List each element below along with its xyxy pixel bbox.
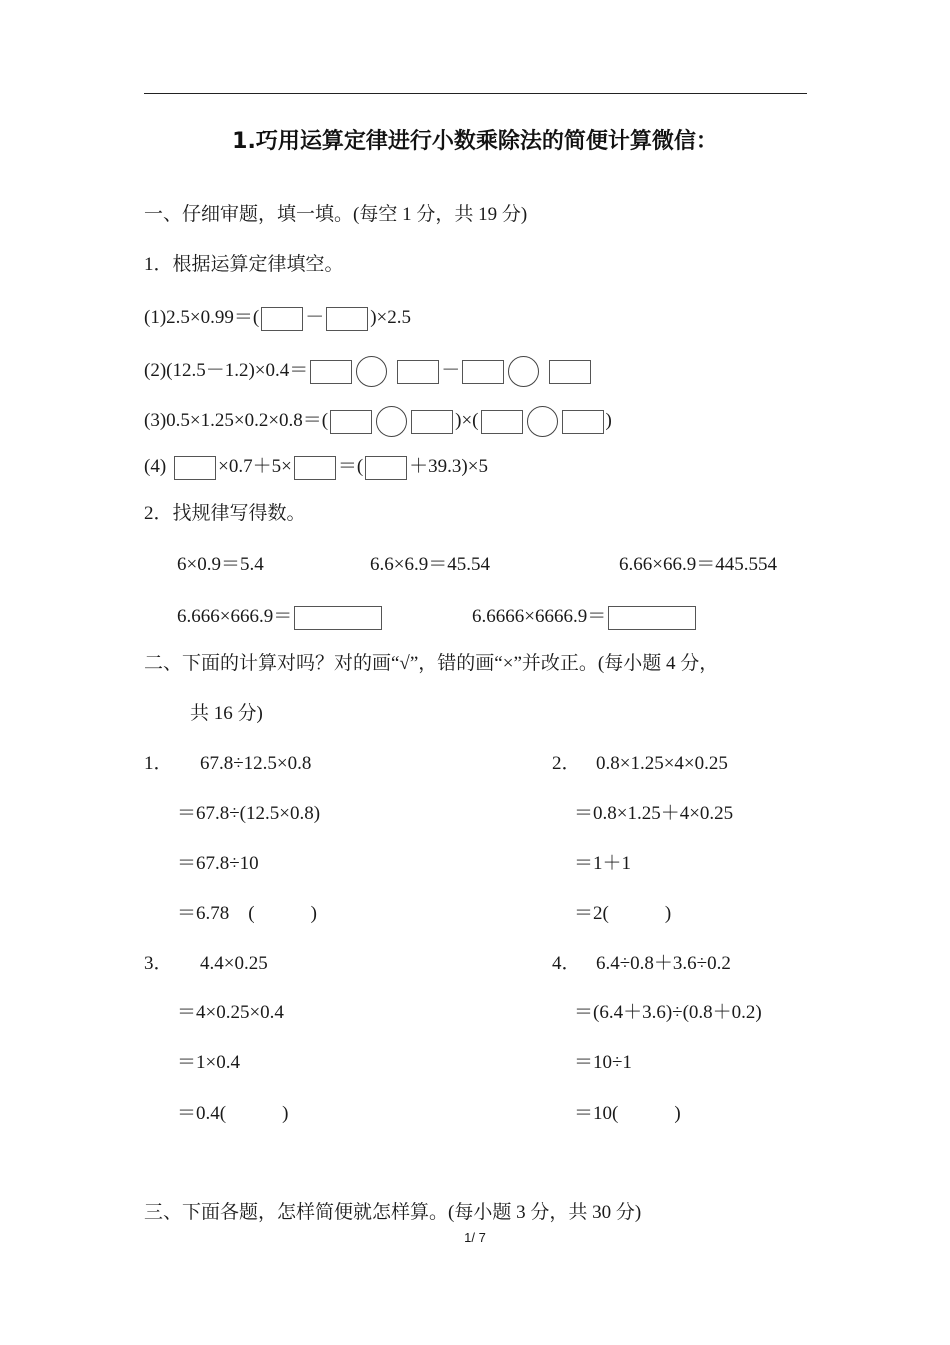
- problem-3-step: ＝0.4( ): [177, 1103, 289, 1124]
- problem-4-number: 4．: [552, 953, 581, 974]
- pattern-eq-3: 6.66×66.9＝445.554: [619, 554, 777, 575]
- operator-circle[interactable]: [508, 356, 539, 387]
- q1-part4: (4) ×0.7＋5× ＝( ＋39.3)×5: [144, 453, 488, 481]
- answer-box[interactable]: [608, 606, 696, 630]
- q1-label: 1．根据运算定律填空。: [144, 254, 344, 275]
- operator-circle[interactable]: [527, 406, 558, 437]
- problem-1-step: ＝67.8÷(12.5×0.8): [177, 803, 321, 824]
- answer-box[interactable]: [326, 307, 368, 331]
- answer-box[interactable]: [294, 456, 336, 480]
- problem-1-expr: 67.8÷12.5×0.8: [200, 753, 312, 774]
- problem-1-step: ＝67.8÷10: [177, 853, 259, 874]
- q2-label: 2．找规律写得数。: [144, 503, 306, 524]
- answer-box[interactable]: [397, 360, 439, 384]
- problem-1-step: ＝6.78 ( ): [177, 903, 317, 924]
- answer-box[interactable]: [462, 360, 504, 384]
- problem-2-number: 2．: [552, 753, 581, 774]
- problem-3-step: ＝4×0.25×0.4: [177, 1002, 284, 1023]
- answer-box[interactable]: [481, 410, 523, 434]
- problem-3-expr: 4.4×0.25: [200, 953, 268, 974]
- answer-box[interactable]: [549, 360, 591, 384]
- q1-part3: (3)0.5×1.25×0.2×0.8＝( )×( ): [144, 406, 612, 437]
- pattern-eq-2: 6.6×6.9＝45.54: [370, 554, 490, 575]
- section2-heading: 二、下面的计算对吗？对的画“√”，错的画“×”并改正。(每小题 4 分，: [144, 653, 719, 674]
- problem-4-step: ＝(6.4＋3.6)÷(0.8＋0.2): [574, 1002, 762, 1023]
- header-rule: [144, 93, 807, 94]
- answer-box[interactable]: [310, 360, 352, 384]
- answer-box[interactable]: [562, 410, 604, 434]
- problem-4-expr: 6.4÷0.8＋3.6÷0.2: [596, 953, 731, 974]
- problem-2-expr: 0.8×1.25×4×0.25: [596, 753, 728, 774]
- problem-4-step: ＝10( ): [574, 1103, 681, 1124]
- answer-box[interactable]: [174, 456, 216, 480]
- section3-heading: 三、下面各题，怎样简便就怎样算。(每小题 3 分，共 30 分): [144, 1202, 642, 1223]
- problem-4-step: ＝10÷1: [574, 1052, 632, 1073]
- answer-box[interactable]: [294, 606, 382, 630]
- operator-circle[interactable]: [356, 356, 387, 387]
- problem-2-step: ＝2( ): [574, 903, 672, 924]
- q1-part2: (2)(12.5－1.2)×0.4＝ －: [144, 356, 593, 387]
- problem-1-number: 1．: [144, 753, 173, 774]
- operator-circle[interactable]: [376, 406, 407, 437]
- answer-box[interactable]: [411, 410, 453, 434]
- problem-3-step: ＝1×0.4: [177, 1052, 240, 1073]
- pattern-eq-5: 6.6666×6666.9＝: [472, 603, 698, 631]
- section2-heading-cont: 共 16 分): [190, 703, 263, 724]
- problem-2-step: ＝1＋1: [574, 853, 632, 874]
- answer-box[interactable]: [365, 456, 407, 480]
- pattern-eq-4: 6.666×666.9＝: [177, 603, 384, 631]
- page-number: 1/ 7: [464, 1230, 486, 1245]
- q1-part1: (1)2.5×0.99＝( － )×2.5: [144, 304, 411, 332]
- answer-box[interactable]: [261, 307, 303, 331]
- section1-heading: 一、仔细审题，填一填。(每空 1 分，共 19 分): [144, 204, 528, 225]
- problem-2-step: ＝0.8×1.25＋4×0.25: [574, 803, 734, 824]
- problem-3-number: 3．: [144, 953, 173, 974]
- answer-box[interactable]: [330, 410, 372, 434]
- pattern-eq-1: 6×0.9＝5.4: [177, 554, 264, 575]
- page-title: 1.巧用运算定律进行小数乘除法的简便计算微信：: [232, 129, 718, 154]
